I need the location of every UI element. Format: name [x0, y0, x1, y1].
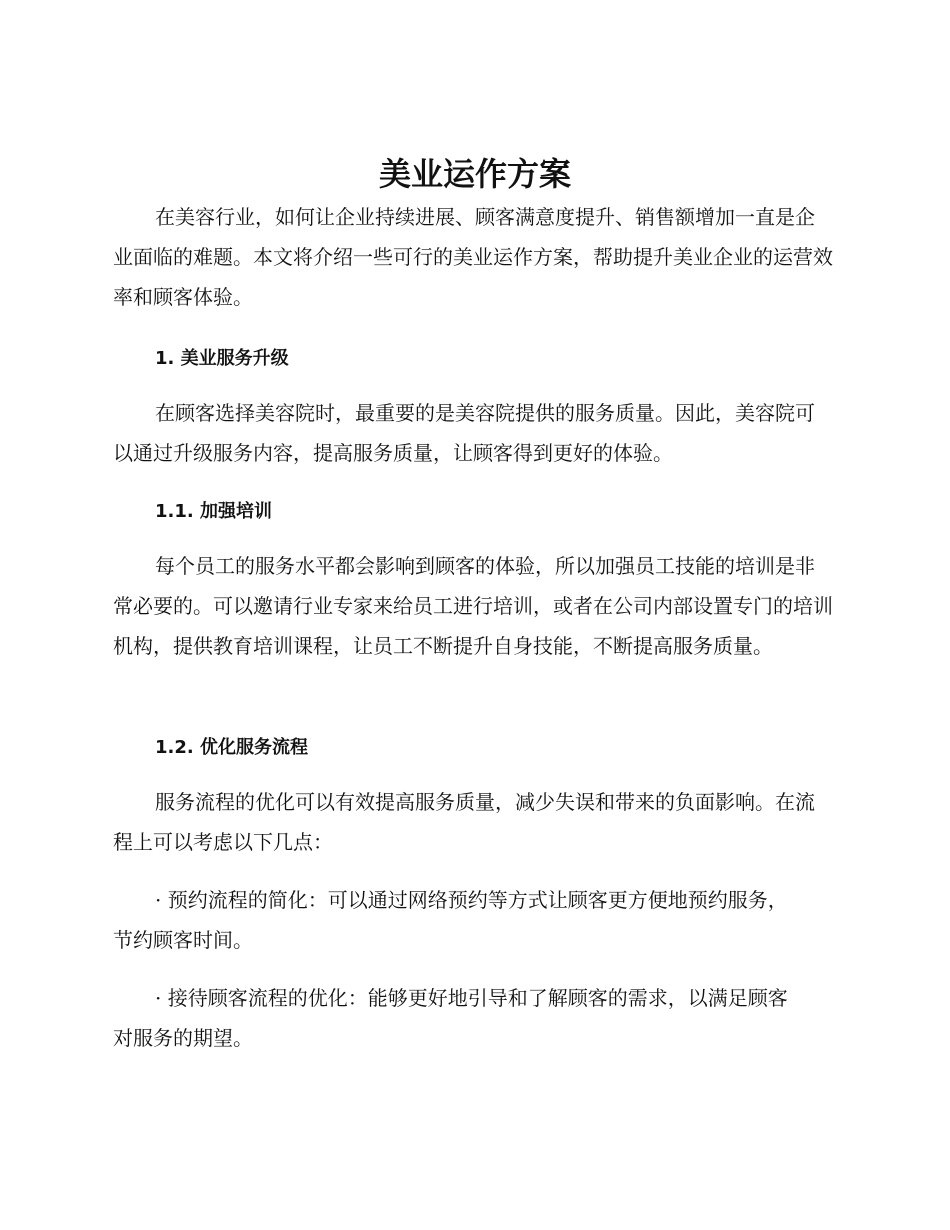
section-heading-1-2: 1.2. 优化服务流程: [155, 737, 308, 758]
section-1-paragraph: 在顾客选择美容院时，最重要的是美容院提供的服务质量。因此，美容院可以通过升级服务内容，提高服务质量，让顾客得到更好的体验。: [113, 401, 815, 465]
intro-paragraph: 在美容行业，如何让企业持续进展、顾客满意度提升、销售额增加一直是企业面临的难题。本文将介绍一些可行的美业运作方案，帮助提升美业企业的运营效率和顾客体验。: [113, 205, 833, 309]
document-title: 美业运作方案: [378, 155, 571, 193]
section-heading-1-1: 1.1. 加强培训: [155, 501, 272, 522]
bullet-item: · 预约流程的简化：可以通过网络预约等方式让顾客更方便地预约服务，节约顾客时间。: [113, 888, 788, 952]
section-1-2-paragraph: 服务流程的优化可以有效提高服务质量，减少失误和带来的负面影响。在流程上可以考虑以下几点：: [113, 790, 815, 854]
section-1-1-paragraph: 每个员工的服务水平都会影响到顾客的体验，所以加强员工技能的培训是非常必要的。可以邀请行业专家来给员工进行培训，或者在公司内部设置专门的培训机构，提供教育培训课程，让员工不断提升自身技能，不断提高服务质量。: [113, 554, 833, 658]
section-heading-1: 1. 美业服务升级: [155, 348, 289, 369]
bullet-item: · 接待顾客流程的优化：能够更好地引导和了解顾客的需求，以满足顾客对服务的期望。: [113, 986, 788, 1050]
